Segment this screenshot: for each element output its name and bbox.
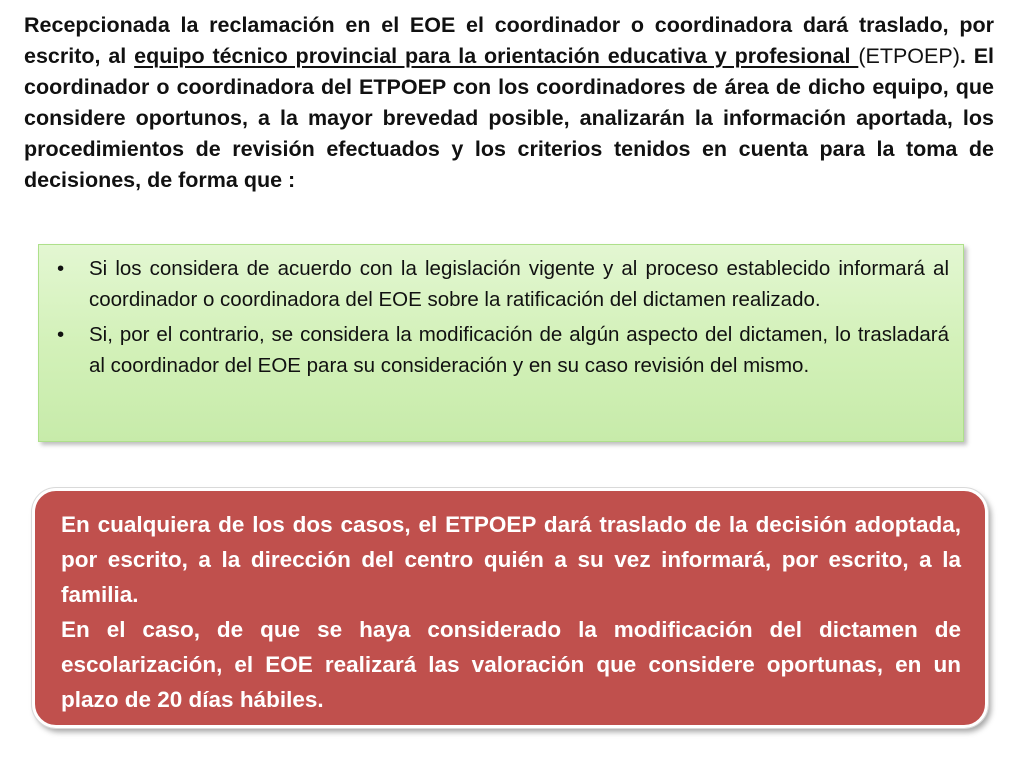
intro-paragraph bbox=[24, 10, 994, 196]
bullet-icon: • bbox=[57, 323, 65, 346]
condition-item bbox=[53, 253, 949, 315]
conclusion-paragraph: En cualquiera de los dos casos, el ETPOEP dará traslado de la decisión adoptada, por escrito, a la dirección del centro quién a su vez informará, por escrito, a la familia. bbox=[61, 512, 961, 607]
conclusion-box bbox=[32, 488, 988, 728]
condition-text: Si, por el contrario, se considera la modificación de algún aspecto del dictamen, lo trasladará al coordinador del EOE para su consideración y en su caso revisión del mismo. bbox=[89, 323, 949, 377]
conditions-list bbox=[53, 253, 949, 381]
intro-acronym: (ETPOEP) bbox=[858, 44, 960, 68]
intro-text-start: Recepcionada la reclamación en el EOE el coordinador o coordinadora dará traslado, por escrito, al bbox=[24, 13, 994, 68]
condition-item bbox=[53, 319, 949, 381]
conditions-box bbox=[38, 244, 964, 442]
intro-text-end: . El coordinador o coordinadora del ETPOEP con los coordinadores de área de dicho equipo, que considere oportunos, a la mayor brevedad posible, analizarán la información aportada, los procedimientos de revisión efectuados y los criterios tenidos en cuenta para la toma de decisiones, de forma que : bbox=[24, 44, 995, 192]
conclusion-paragraph: En el caso, de que se haya considerado la modificación del dictamen de escolarización, el EOE realizará las valoración que considere oportunas, en un plazo de 20 días hábiles. bbox=[61, 617, 961, 712]
intro-underlined-term: equipo técnico provincial para la orientación educativa y profesional bbox=[134, 44, 859, 68]
bullet-icon: • bbox=[57, 257, 65, 280]
condition-text: Si los considera de acuerdo con la legislación vigente y al proceso establecido informará al coordinador o coordinadora del EOE sobre la ratificación del dictamen realizado. bbox=[89, 257, 949, 311]
